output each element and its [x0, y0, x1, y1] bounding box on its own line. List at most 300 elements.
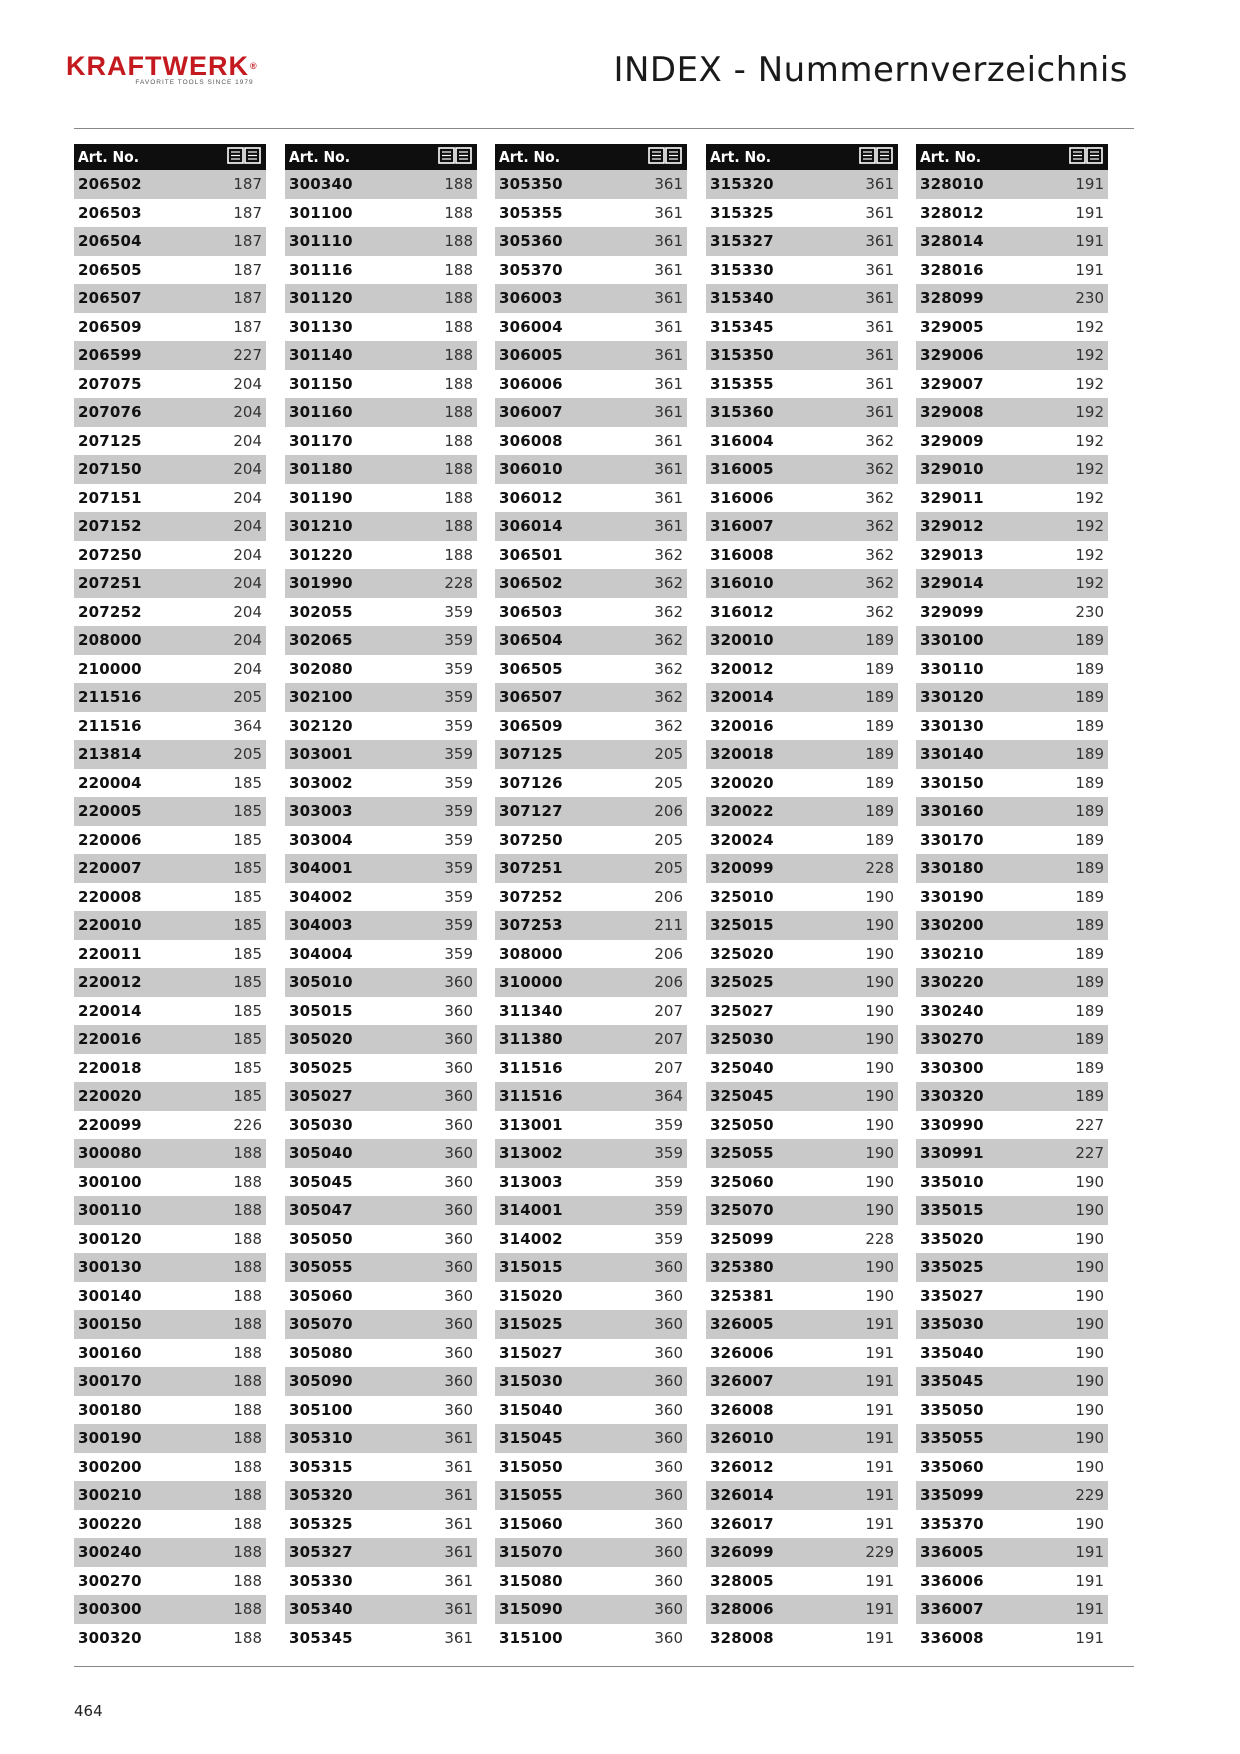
- article-number: 329006: [920, 346, 984, 365]
- index-row: [916, 1453, 1108, 1482]
- article-number: 330300: [920, 1058, 984, 1077]
- catalog-page-ref: 230: [1075, 289, 1104, 308]
- catalog-page-ref: 189: [1075, 745, 1104, 764]
- index-row: [285, 1367, 477, 1396]
- catalog-page-ref: 190: [865, 1115, 894, 1134]
- index-row: [916, 1510, 1108, 1539]
- catalog-page-ref: 189: [865, 631, 894, 650]
- catalog-page-ref: 188: [233, 1229, 262, 1248]
- article-number: 207252: [78, 602, 142, 621]
- article-number: 220007: [78, 859, 142, 878]
- index-row: [74, 911, 266, 940]
- catalog-page-ref: 190: [865, 916, 894, 935]
- catalog-page-ref: 191: [1075, 232, 1104, 251]
- catalog-page-ref: 360: [654, 1600, 683, 1619]
- article-number: 329007: [920, 374, 984, 393]
- article-number: 301160: [289, 403, 353, 422]
- catalog-page-ref: 207: [654, 1030, 683, 1049]
- index-row: [495, 1310, 687, 1339]
- article-number: 326006: [710, 1343, 774, 1362]
- article-number: 302055: [289, 602, 353, 621]
- article-number: 335055: [920, 1429, 984, 1448]
- index-row: [706, 370, 898, 399]
- article-number: 211516: [78, 716, 142, 735]
- catalog-page-ref: 205: [233, 745, 262, 764]
- index-row: [916, 170, 1108, 199]
- catalog-page-ref: 211: [654, 916, 683, 935]
- index-row: [285, 427, 477, 456]
- article-number: 301170: [289, 431, 353, 450]
- article-number: 207150: [78, 460, 142, 479]
- article-number: 326017: [710, 1514, 774, 1533]
- article-number: 220018: [78, 1058, 142, 1077]
- article-number: 304002: [289, 887, 353, 906]
- article-number: 305050: [289, 1229, 353, 1248]
- catalog-page-ref: 204: [233, 659, 262, 678]
- article-number: 305047: [289, 1201, 353, 1220]
- catalog-page-ref: 190: [865, 1030, 894, 1049]
- article-number: 329014: [920, 574, 984, 593]
- catalog-page-ref: 364: [654, 1087, 683, 1106]
- index-row: [706, 883, 898, 912]
- article-number: 335045: [920, 1372, 984, 1391]
- index-row: [706, 1538, 898, 1567]
- index-row: [495, 256, 687, 285]
- index-row: [495, 1624, 687, 1653]
- catalog-page-ref: 191: [865, 1514, 894, 1533]
- index-row: [916, 1310, 1108, 1339]
- catalog-page-ref: 191: [865, 1315, 894, 1334]
- index-row: [706, 968, 898, 997]
- article-number: 315320: [710, 175, 774, 194]
- index-row: [916, 484, 1108, 513]
- catalog-page-ref: 362: [865, 545, 894, 564]
- catalog-page-ref: 191: [1075, 175, 1104, 194]
- index-row: [285, 911, 477, 940]
- catalog-page-ref: 361: [654, 488, 683, 507]
- article-number: 316008: [710, 545, 774, 564]
- catalog-page-ref: 360: [444, 1172, 473, 1191]
- article-number: 300170: [78, 1372, 142, 1391]
- index-row: [74, 1082, 266, 1111]
- article-number: 306008: [499, 431, 563, 450]
- catalog-page-ref: 191: [865, 1372, 894, 1391]
- index-row: [74, 797, 266, 826]
- catalog-page-ref: 190: [865, 1058, 894, 1077]
- index-row: [495, 1025, 687, 1054]
- catalog-page-ref: 359: [444, 773, 473, 792]
- index-row: [285, 341, 477, 370]
- catalog-page-ref: 359: [444, 916, 473, 935]
- catalog-page-ref: 360: [444, 1315, 473, 1334]
- catalog-page-ref: 361: [444, 1628, 473, 1647]
- article-number: 326008: [710, 1400, 774, 1419]
- article-number: 300220: [78, 1514, 142, 1533]
- index-row: [74, 1054, 266, 1083]
- art-no-header-label: Art. No.: [499, 148, 561, 166]
- article-number: 220010: [78, 916, 142, 935]
- index-row: [495, 1282, 687, 1311]
- article-number: 300080: [78, 1144, 142, 1163]
- catalog-page-ref: 189: [1075, 859, 1104, 878]
- index-row: [916, 683, 1108, 712]
- article-number: 329012: [920, 517, 984, 536]
- index-row: [706, 740, 898, 769]
- article-number: 300140: [78, 1286, 142, 1305]
- catalog-page-ref: 361: [865, 260, 894, 279]
- article-number: 335025: [920, 1258, 984, 1277]
- article-number: 325060: [710, 1172, 774, 1191]
- article-number: 210000: [78, 659, 142, 678]
- catalog-page-ref: 192: [1075, 574, 1104, 593]
- article-number: 328012: [920, 203, 984, 222]
- index-row: [285, 1510, 477, 1539]
- article-number: 316010: [710, 574, 774, 593]
- catalog-page-ref: 362: [865, 574, 894, 593]
- index-row: [285, 1453, 477, 1482]
- catalog-page-ref: 361: [865, 289, 894, 308]
- index-row: [285, 1595, 477, 1624]
- catalog-page-ref: 204: [233, 460, 262, 479]
- index-row: [916, 1139, 1108, 1168]
- catalog-page-ref: 362: [865, 488, 894, 507]
- article-number: 325381: [710, 1286, 774, 1305]
- article-number: 315055: [499, 1486, 563, 1505]
- article-number: 330120: [920, 688, 984, 707]
- article-number: 305327: [289, 1543, 353, 1562]
- index-row: [495, 484, 687, 513]
- article-number: 315340: [710, 289, 774, 308]
- catalog-page-ref: 189: [1075, 1030, 1104, 1049]
- index-row: [74, 1624, 266, 1653]
- catalog-page-ref: 361: [444, 1486, 473, 1505]
- catalog-page-ref: 188: [444, 460, 473, 479]
- index-row: [74, 1310, 266, 1339]
- catalog-page-ref: 188: [444, 374, 473, 393]
- index-row: [495, 199, 687, 228]
- article-number: 330170: [920, 830, 984, 849]
- index-row: [916, 455, 1108, 484]
- catalog-page-ref: 190: [865, 1258, 894, 1277]
- index-row: [74, 199, 266, 228]
- catalog-page-ref: 189: [1075, 802, 1104, 821]
- article-number: 320010: [710, 631, 774, 650]
- article-number: 335060: [920, 1457, 984, 1476]
- article-number: 311516: [499, 1058, 563, 1077]
- article-number: 325030: [710, 1030, 774, 1049]
- index-row: [706, 1196, 898, 1225]
- catalog-page-ref: 361: [654, 517, 683, 536]
- index-row: [916, 797, 1108, 826]
- catalog-page-ref: 187: [233, 203, 262, 222]
- index-row: [74, 1196, 266, 1225]
- catalog-page-ref: 204: [233, 374, 262, 393]
- index-row: [916, 997, 1108, 1026]
- index-row: [495, 370, 687, 399]
- catalog-page-ref: 206: [654, 944, 683, 963]
- index-row: [74, 1567, 266, 1596]
- article-number: 315025: [499, 1315, 563, 1334]
- article-number: 307126: [499, 773, 563, 792]
- catalog-page-ref: 189: [865, 745, 894, 764]
- article-number: 328016: [920, 260, 984, 279]
- catalog-page-ref: 361: [654, 203, 683, 222]
- article-number: 305310: [289, 1429, 353, 1448]
- index-row: [285, 826, 477, 855]
- index-row: [74, 1025, 266, 1054]
- catalog-page-ref: 190: [865, 944, 894, 963]
- index-row: [706, 455, 898, 484]
- article-number: 307125: [499, 745, 563, 764]
- article-number: 320014: [710, 688, 774, 707]
- article-number: 320099: [710, 859, 774, 878]
- index-row: [74, 427, 266, 456]
- index-row: [706, 1282, 898, 1311]
- catalog-page-ref: 189: [1075, 1087, 1104, 1106]
- index-row: [706, 826, 898, 855]
- article-number: 306010: [499, 460, 563, 479]
- catalog-page-ref: 361: [444, 1571, 473, 1590]
- article-number: 206502: [78, 175, 142, 194]
- catalog-page-ref: 227: [1075, 1144, 1104, 1163]
- article-number: 335050: [920, 1400, 984, 1419]
- article-number: 207125: [78, 431, 142, 450]
- catalog-page-ref: 359: [654, 1201, 683, 1220]
- catalog-page-ref: 189: [1075, 1058, 1104, 1077]
- index-row: [916, 1282, 1108, 1311]
- catalog-page-ref: 361: [654, 260, 683, 279]
- article-number: 330240: [920, 1001, 984, 1020]
- article-number: 315030: [499, 1372, 563, 1391]
- index-column: [74, 144, 266, 1652]
- index-row: [285, 854, 477, 883]
- article-number: 300210: [78, 1486, 142, 1505]
- article-number: 335099: [920, 1486, 984, 1505]
- index-row: [916, 598, 1108, 627]
- catalog-page-ref: 361: [865, 317, 894, 336]
- catalog-page-ref: 188: [444, 175, 473, 194]
- article-number: 206509: [78, 317, 142, 336]
- catalog-page-ref: 360: [654, 1514, 683, 1533]
- index-row: [285, 1481, 477, 1510]
- catalog-page-ref: 360: [654, 1486, 683, 1505]
- index-row: [706, 569, 898, 598]
- index-row: [916, 826, 1108, 855]
- index-row: [706, 1253, 898, 1282]
- index-row: [74, 826, 266, 855]
- article-number: 301190: [289, 488, 353, 507]
- index-row: [74, 655, 266, 684]
- index-row: [916, 398, 1108, 427]
- article-number: 300320: [78, 1628, 142, 1647]
- article-number: 315040: [499, 1400, 563, 1419]
- catalog-page-ref: 360: [444, 1286, 473, 1305]
- index-row: [916, 1082, 1108, 1111]
- catalog-page-ref: 189: [1075, 716, 1104, 735]
- index-row: [706, 1624, 898, 1653]
- article-number: 305370: [499, 260, 563, 279]
- article-number: 306012: [499, 488, 563, 507]
- index-row: [706, 541, 898, 570]
- footer-divider: [74, 1666, 1134, 1667]
- article-number: 220012: [78, 973, 142, 992]
- article-number: 313003: [499, 1172, 563, 1191]
- catalog-page-ref: 361: [865, 203, 894, 222]
- catalog-page-ref: 191: [865, 1429, 894, 1448]
- article-number: 329013: [920, 545, 984, 564]
- catalog-page-ref: 362: [654, 602, 683, 621]
- article-number: 315330: [710, 260, 774, 279]
- index-row: [74, 1396, 266, 1425]
- page-title: INDEX - Nummernverzeichnis: [613, 50, 1128, 90]
- catalog-page-ref: 229: [1075, 1486, 1104, 1505]
- article-number: 220004: [78, 773, 142, 792]
- article-number: 316004: [710, 431, 774, 450]
- catalog-page-ref: 360: [654, 1543, 683, 1562]
- catalog-page-ref: 188: [233, 1258, 262, 1277]
- index-row: [74, 227, 266, 256]
- index-row: [74, 940, 266, 969]
- index-row: [74, 1595, 266, 1624]
- catalog-page-ref: 188: [444, 517, 473, 536]
- article-number: 302065: [289, 631, 353, 650]
- catalog-page-ref: 189: [1075, 830, 1104, 849]
- catalog-page-ref: 190: [1075, 1172, 1104, 1191]
- index-row: [285, 1538, 477, 1567]
- catalog-page-ref: 192: [1075, 431, 1104, 450]
- article-number: 304001: [289, 859, 353, 878]
- catalog-page-ref: 359: [444, 659, 473, 678]
- index-row: [495, 740, 687, 769]
- article-number: 301116: [289, 260, 353, 279]
- article-number: 302120: [289, 716, 353, 735]
- catalog-page-ref: 190: [865, 1172, 894, 1191]
- article-number: 206503: [78, 203, 142, 222]
- index-row: [495, 712, 687, 741]
- catalog-page-ref: 361: [654, 431, 683, 450]
- index-row: [706, 1054, 898, 1083]
- open-book-icon: [648, 147, 682, 168]
- catalog-page-ref: 359: [444, 887, 473, 906]
- index-row: [74, 1282, 266, 1311]
- index-row: [285, 940, 477, 969]
- catalog-page-ref: 188: [233, 1201, 262, 1220]
- catalog-page-ref: 227: [233, 346, 262, 365]
- catalog-page-ref: 362: [865, 431, 894, 450]
- index-column: [495, 144, 687, 1652]
- index-row: [916, 1196, 1108, 1225]
- index-row: [285, 484, 477, 513]
- index-row: [285, 1111, 477, 1140]
- catalog-page-ref: 189: [1075, 659, 1104, 678]
- index-row: [706, 626, 898, 655]
- index-row: [706, 1510, 898, 1539]
- article-number: 315325: [710, 203, 774, 222]
- article-number: 207251: [78, 574, 142, 593]
- article-number: 325045: [710, 1087, 774, 1106]
- index-row: [285, 1225, 477, 1254]
- open-book-icon: [1069, 147, 1103, 168]
- catalog-page-ref: 189: [1075, 973, 1104, 992]
- catalog-page-ref: 188: [233, 1486, 262, 1505]
- index-row: [916, 1481, 1108, 1510]
- index-row: [916, 1025, 1108, 1054]
- catalog-page-ref: 228: [865, 859, 894, 878]
- article-number: 304003: [289, 916, 353, 935]
- article-number: 335370: [920, 1514, 984, 1533]
- column-header: [495, 144, 687, 170]
- article-number: 316007: [710, 517, 774, 536]
- index-row: [706, 712, 898, 741]
- article-number: 305045: [289, 1172, 353, 1191]
- index-row: [706, 1481, 898, 1510]
- article-number: 315327: [710, 232, 774, 251]
- index-row: [74, 883, 266, 912]
- index-row: [495, 940, 687, 969]
- index-row: [74, 626, 266, 655]
- article-number: 325055: [710, 1144, 774, 1163]
- index-row: [916, 968, 1108, 997]
- catalog-page-ref: 205: [654, 830, 683, 849]
- index-row: [706, 854, 898, 883]
- catalog-page-ref: 191: [865, 1400, 894, 1419]
- brand-tagline: FAVORITE TOOLS SINCE 1979: [135, 79, 254, 86]
- article-number: 305325: [289, 1514, 353, 1533]
- index-row: [74, 968, 266, 997]
- catalog-page-ref: 359: [444, 688, 473, 707]
- article-number: 325380: [710, 1258, 774, 1277]
- index-row: [916, 769, 1108, 798]
- article-number: 206504: [78, 232, 142, 251]
- index-row: [916, 341, 1108, 370]
- article-number: 315027: [499, 1343, 563, 1362]
- index-row: [285, 1253, 477, 1282]
- catalog-page-ref: 230: [1075, 602, 1104, 621]
- catalog-page-ref: 360: [444, 1001, 473, 1020]
- art-no-header-label: Art. No.: [920, 148, 982, 166]
- article-number: 315015: [499, 1258, 563, 1277]
- catalog-page-ref: 185: [233, 773, 262, 792]
- catalog-page-ref: 360: [654, 1286, 683, 1305]
- article-number: 330110: [920, 659, 984, 678]
- article-number: 315100: [499, 1628, 563, 1647]
- catalog-page-ref: 361: [444, 1429, 473, 1448]
- catalog-page-ref: 185: [233, 1030, 262, 1049]
- article-number: 305360: [499, 232, 563, 251]
- catalog-page-ref: 362: [865, 602, 894, 621]
- article-number: 303004: [289, 830, 353, 849]
- article-number: 335030: [920, 1315, 984, 1334]
- catalog-page-ref: 190: [865, 1144, 894, 1163]
- catalog-page-ref: 361: [654, 374, 683, 393]
- article-number: 310000: [499, 973, 563, 992]
- article-number: 335040: [920, 1343, 984, 1362]
- catalog-page-ref: 188: [444, 260, 473, 279]
- catalog-page-ref: 190: [1075, 1400, 1104, 1419]
- catalog-page-ref: 185: [233, 1001, 262, 1020]
- article-number: 306006: [499, 374, 563, 393]
- index-row: [285, 1624, 477, 1653]
- article-number: 305330: [289, 1571, 353, 1590]
- catalog-page-ref: 359: [444, 830, 473, 849]
- catalog-page-ref: 359: [444, 631, 473, 650]
- article-number: 304004: [289, 944, 353, 963]
- catalog-page-ref: 185: [233, 802, 262, 821]
- index-row: [74, 541, 266, 570]
- article-number: 315360: [710, 403, 774, 422]
- index-row: [916, 427, 1108, 456]
- article-number: 305015: [289, 1001, 353, 1020]
